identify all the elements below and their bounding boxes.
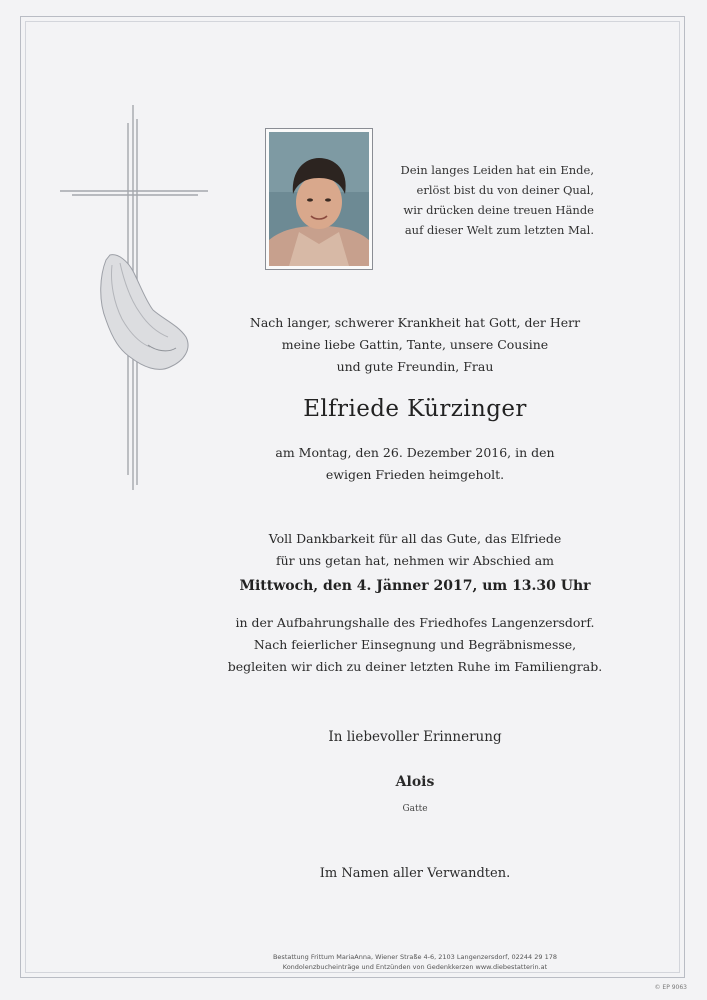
template-code: © EP 9063 (654, 984, 687, 991)
deceased-name: Elfriede Kürzinger (303, 396, 527, 422)
cross-icon (58, 105, 213, 495)
poem (398, 160, 594, 240)
poem-line: auf dieser Welt zum letzten Mal. (404, 223, 594, 237)
death-notice (175, 442, 655, 486)
memory-heading: In liebevoller Erinnerung (328, 729, 502, 745)
footer-line: Bestattung Frittum MariaAnna, Wiener Straße 4-6, 2103 Langenzersdorf, 02244 29 178 (272, 953, 558, 961)
intro-line: Nach langer, schwerer Krankheit hat Gott, der Herr (249, 315, 581, 330)
death-line: ewigen Frieden heimgeholt. (325, 467, 505, 482)
intro-line: meine liebe Gattin, Tante, unsere Cousine (281, 337, 549, 352)
intro-line: und gute Freundin, Frau (336, 359, 494, 374)
signer-name: Alois (395, 774, 435, 790)
poem-line: erlöst bist du von deiner Qual, (416, 183, 594, 197)
poem-line: Dein langes Leiden hat ein Ende, (400, 163, 594, 177)
footer-line: Kondolenzbucheinträge und Entzünden von Gedenkkerzen www.diebestatterin.at (282, 963, 548, 971)
portrait-photo (265, 128, 373, 270)
ceremony-details (175, 612, 655, 678)
death-line: am Montag, den 26. Dezember 2016, in den (275, 445, 555, 460)
signer-role: Gatte (402, 804, 428, 814)
ceremony-line: in der Aufbahrungshalle des Friedhofes Langenzersdorf. (235, 615, 595, 630)
ceremony-date: Mittwoch, den 4. Jänner 2017, um 13.30 Uhr (239, 578, 591, 594)
poem-line: wir drücken deine treuen Hände (403, 203, 594, 217)
ceremony-line: Nach feierlicher Einsegnung und Begräbnismesse, (253, 637, 577, 652)
thanks-line: für uns getan hat, nehmen wir Abschied am (275, 553, 555, 568)
ceremony-line: begleiten wir dich zu deiner letzten Ruhe im Familiengrab. (227, 659, 603, 674)
intro-text (175, 312, 655, 378)
thanks-line: Voll Dankbarkeit für all das Gute, das Elfriede (268, 531, 562, 546)
relatives-text: Im Namen aller Verwandten. (319, 866, 511, 881)
thanks-text (175, 528, 655, 572)
footer (175, 952, 655, 972)
